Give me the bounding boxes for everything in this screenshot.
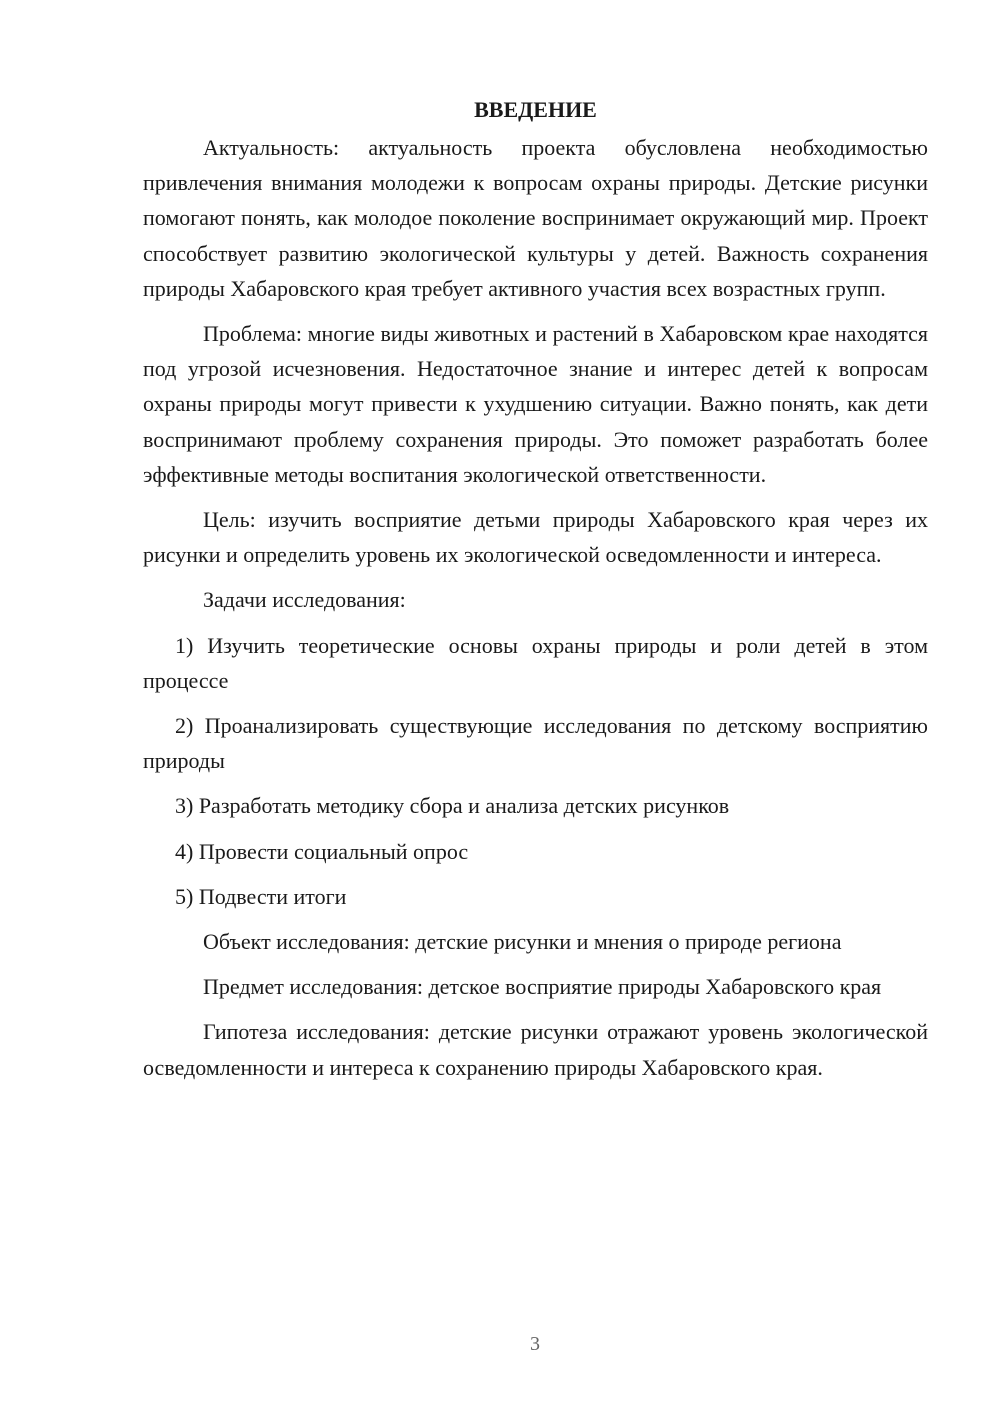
hypothesis-paragraph: Гипотеза исследования: детские рисунки отражают уровень экологической осведомленности и интереса к сохранению природы Хабаровского края. [143,1019,928,1080]
task-item: 3) Разработать методику сбора и анализа детских рисунков [175,793,730,819]
problem-paragraph: Проблема: многие виды животных и растений в Хабаровском крае находятся под угрозой исчезновения. Недостаточное знание и интерес детей к вопросам охраны природы могут привести к ухудшению ситуации. Важно понять, как дети воспринимают проблему сохранения природы. Это поможет разработать более эффективные методы воспитания экологической ответственности. [143,321,928,487]
subject-paragraph: Предмет исследования: детское восприятие природы Хабаровского края [203,974,882,1000]
task-item: 4) Провести социальный опрос [175,838,469,864]
task-item: 1) Изучить теоретические основы охраны природы и роли детей в этом процессе [143,632,928,693]
page-number: 3 [530,1333,540,1355]
tasks-title: Задачи исследования: [203,587,406,613]
goal-paragraph: Цель: изучить восприятие детьми природы Хабаровского края через их рисунки и определить уровень их экологической осведомленности и интереса. [143,507,928,568]
task-item: 2) Проанализировать существующие исследования по детскому восприятию природы [143,713,928,774]
section-heading: ВВЕДЕНИЕ [474,97,597,122]
object-paragraph: Объект исследования: детские рисунки и мнения о природе региона [203,929,842,955]
page-content [143,92,928,1085]
relevance-paragraph: Актуальность: актуальность проекта обусловлена необходимостью привлечения внимания молодежи к вопросам охраны природы. Детские рисунки помогают понять, как молодое поколение воспринимает окружающий мир. Проект способствует развитию экологической культуры у детей. Важность сохранения природы Хабаровского края требует активного участия всех возрастных групп. [143,135,928,301]
task-item: 5) Подвести итоги [175,883,347,909]
